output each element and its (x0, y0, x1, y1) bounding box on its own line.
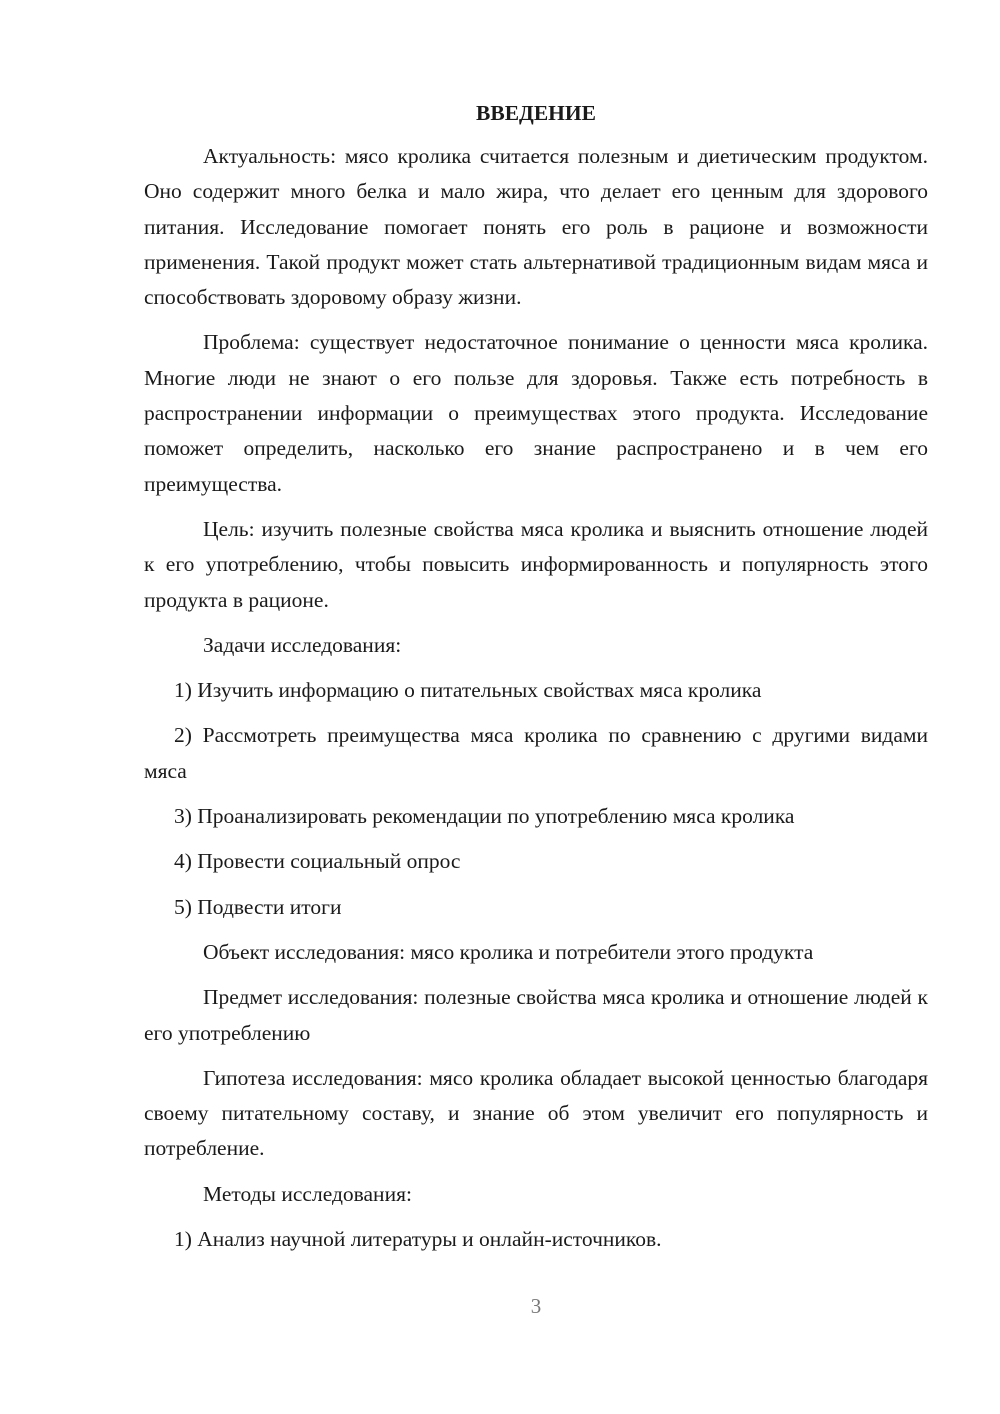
subject-paragraph: Предмет исследования: полезные свойства мяса кролика и отношение людей к его употреблению (144, 985, 928, 1045)
task-item-2: 2) Рассмотреть преимущества мяса кролика по сравнению с другими видами мяса (144, 723, 928, 783)
object-paragraph: Объект исследования: мясо кролика и потребители этого продукта (203, 939, 814, 964)
goal-paragraph: Цель: изучить полезные свойства мяса кролика и выяснить отношение людей к его употреблению, чтобы повысить информированность и популярность этого продукта в рационе. (144, 516, 928, 612)
method-item-1: 1) Анализ научной литературы и онлайн-источников. (174, 1227, 662, 1252)
task-item-1: 1) Изучить информацию о питательных свойствах мяса кролика (174, 678, 762, 703)
problem-paragraph: Проблема: существует недостаточное понимание о ценности мяса кролика. Многие люди не знают о его пользе для здоровья. Также есть потребность в распространении информации о преимуществах этого продукта. Исследование поможет определить, насколько его знание распространено и в чем его преимущества. (144, 330, 928, 496)
document-page (144, 96, 928, 1267)
task-item-3: 3) Проанализировать рекомендации по употреблению мяса кролика (174, 804, 795, 829)
task-item-4: 4) Провести социальный опрос (174, 849, 461, 874)
hypothesis-paragraph: Гипотеза исследования: мясо кролика обладает высокой ценностью благодаря своему питательному составу, и знание об этом увеличит его популярность и потребление. (144, 1065, 928, 1161)
page-number: 3 (530, 1294, 542, 1318)
task-item-5: 5) Подвести итоги (174, 894, 342, 919)
section-title: ВВЕДЕНИЕ (476, 101, 596, 125)
relevance-paragraph: Актуальность: мясо кролика считается полезным и диетическим продуктом. Оно содержит много белка и мало жира, что делает его ценным для здорового питания. Исследование помогает понять его роль в рационе и возможности применения. Такой продукт может стать альтернативой традиционным видам мяса и способствовать здоровому образу жизни. (144, 144, 928, 310)
methods-heading: Методы исследования: (203, 1181, 412, 1206)
tasks-heading: Задачи исследования: (203, 632, 402, 657)
